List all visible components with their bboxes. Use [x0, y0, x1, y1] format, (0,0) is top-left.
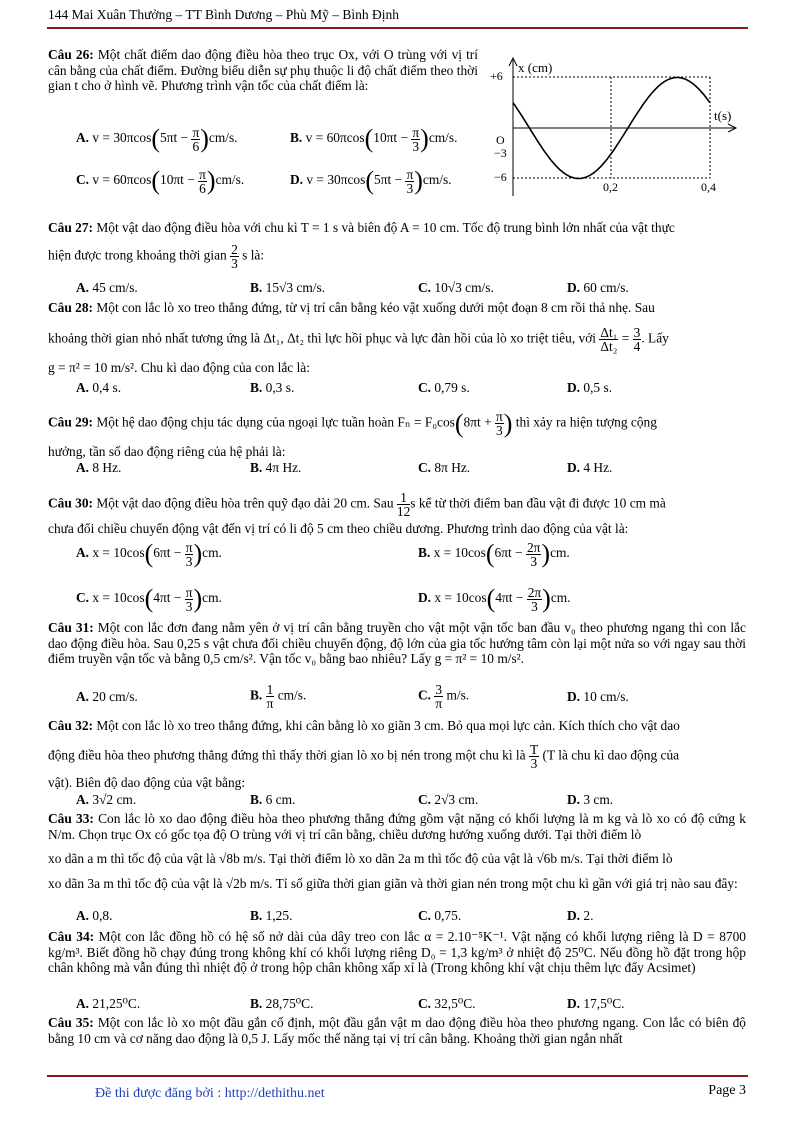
question-text: Một chất điểm dao động điều hòa theo trục Ox, với O trùng với vị trí cân bằng của chất điểm. Đường biểu diễn sự phụ thuộc li độ chất điểm theo thời gian t cho ở hình vẽ. Phương trình vận tốc của chất điểm là:: [48, 47, 478, 93]
answer-option[interactable]: A. 45 cm/s.: [76, 280, 138, 295]
question-29: Câu 29: Một hệ dao động chịu tác dụng của ngoại lực tuần hoàn Fₙ = F₀cos(8πt + $\frac{\pi}{3}$ ) thì xảy ra hiện tượng cộng: [48, 408, 657, 438]
answer-option[interactable]: B. 28,75⁰C.: [250, 996, 314, 1011]
answer-option[interactable]: B. v = 60πcos(10πt − $\frac{\pi}{3}$ )cm/s.: [290, 124, 458, 154]
page-header: 144 Mai Xuân Thưởng – TT Bình Dương – Phù Mỹ – Bình Định: [48, 7, 400, 22]
answer-option[interactable]: D. 0,5 s.: [567, 380, 613, 395]
answer-option[interactable]: C. 0,75.: [418, 908, 462, 923]
x-tick: 0,2: [603, 180, 618, 194]
answer-option[interactable]: C. v = 60πcos(10πt − $\frac{\pi}{6}$ )cm/s.: [76, 166, 245, 196]
answer-option[interactable]: C. 32,5⁰C.: [418, 996, 476, 1011]
answer-option[interactable]: C. $\frac{3}{\pi}$ m/s.: [418, 682, 470, 711]
answer-option[interactable]: C. 10√3 cm/s.: [418, 280, 494, 295]
question-28-line3: g = π² = 10 m/s². Chu kì dao động của con lắc là:: [48, 360, 310, 375]
answer-option[interactable]: C. 0,79 s.: [418, 380, 470, 395]
question-35: Câu 35: Một con lắc lò xo một đầu gắn cố định, một đầu gắn vật m dao động điều hòa theo phương ngang. Con lắc có biên độ bằng 10 cm và cơ năng dao động là 0,5 J. Lấy mốc thế năng tại vị trí cân bằng. Khoảng thời gian ngắn nhất: [48, 1015, 746, 1046]
answer-option[interactable]: D. 60 cm/s.: [567, 280, 629, 295]
answer-option[interactable]: B. 6 cm.: [250, 792, 296, 807]
question-33-line2: xo dãn a m thì tốc độ của vật là √8b m/s. Tại thời điểm lò xo dãn 2a m thì tốc độ của vật là √6b m/s. Tại thời điểm lò: [48, 851, 673, 866]
y-axis-label: x (cm): [518, 60, 553, 75]
answer-option[interactable]: B. 4π Hz.: [250, 460, 302, 475]
question-27: Câu 27: Một vật dao động điều hòa với chu kì T = 1 s và biên độ A = 10 cm. Tốc độ trung bình lớn nhất của vật thực: [48, 220, 675, 235]
question-29-line2: hưởng, tần số dao động riêng của hệ phải là:: [48, 444, 286, 459]
answer-option[interactable]: D. x = 10cos(4πt − $\frac{2\pi}{3}$ )cm.: [418, 584, 571, 614]
answer-option[interactable]: B. x = 10cos(6πt − $\frac{2\pi}{3}$ )cm.: [418, 539, 570, 569]
answer-option[interactable]: B. $\frac{1}{\pi}$ cm/s.: [250, 682, 307, 711]
answer-option[interactable]: D. 2.: [567, 908, 594, 923]
question-label: Câu 26:: [48, 47, 94, 62]
answer-option[interactable]: D. 17,5⁰C.: [567, 996, 625, 1011]
question-30-line2: chưa đổi chiều chuyển động vật đến vị trí có li độ 5 cm theo chiều dương. Phương trình dao động của vật là:: [48, 521, 629, 536]
question-32-line3: vật). Biên độ dao động của vật bằng:: [48, 775, 246, 790]
page-number: Page 3: [708, 1083, 746, 1098]
footer-rule: [47, 1075, 748, 1077]
answer-option[interactable]: A. v = 30πcos(5πt − $\frac{\pi}{6}$ )cm/s.: [76, 124, 238, 154]
answer-option[interactable]: B. 15√3 cm/s.: [250, 280, 326, 295]
answer-option[interactable]: A. 8 Hz.: [76, 460, 122, 475]
x-axis-label: t(s): [714, 108, 732, 123]
answer-option[interactable]: C. x = 10cos(4πt − $\frac{\pi}{3}$ )cm.: [76, 584, 222, 614]
question-33-line3: xo dãn 3a m thì tốc độ của vật là √2b m/s. Tỉ số giữa thời gian giãn và thời gian nén trong một chu kì gần với giá trị nào sau đây:: [48, 876, 738, 891]
answer-option[interactable]: A. 3√2 cm.: [76, 792, 137, 807]
answer-option[interactable]: A. x = 10cos(6πt − $\frac{\pi}{3}$ )cm.: [76, 539, 222, 569]
answer-option[interactable]: D. v = 30πcos(5πt − $\frac{\pi}{3}$ )cm/s.: [290, 166, 452, 196]
answer-option[interactable]: C. 8π Hz.: [418, 460, 471, 475]
question-28: Câu 28: Một con lắc lò xo treo thẳng đứng, từ vị trí cân bằng kéo vật xuống dưới một đoạn 8 cm rồi thả nhẹ. Sau: [48, 300, 655, 315]
answer-option[interactable]: D. 10 cm/s.: [567, 689, 629, 704]
question-26: [48, 47, 478, 94]
answer-option[interactable]: A. 21,25⁰C.: [76, 996, 141, 1011]
header-rule: [47, 27, 748, 29]
question-32-line2: động điều hòa theo phương thẳng đứng thì thấy thời gian lò xo bị nén trong một chu kì là $\frac{T}{3}$ (T là chu kì dao động của: [48, 742, 680, 771]
question-33: Câu 33: Con lắc lò xo dao động điều hòa theo phương thẳng đứng gồm vật nặng có khối lượng là m kg và lò xo có độ cứng k N/m. Chọn trục Ox có gốc tọa độ O trùng với vị trí cân bằng, chiều dương hướng xuống dưới. Tại thời điểm lò: [48, 811, 746, 842]
answer-option[interactable]: B. 0,3 s.: [250, 380, 295, 395]
answer-option[interactable]: A. 20 cm/s.: [76, 689, 138, 704]
question-31: Câu 31: Một con lắc đơn đang nằm yên ở vị trí cân bằng truyền cho vật một vận tốc ban đầu v₀ theo phương ngang thì con lắc dao động điều hòa. Sau 0,25 s vật chưa đổi chiều chuyển động, độ lớn của gia tốc hướng tâm còn lại một nửa so với ngay sau thời điểm truyền vận tốc và bằng 0,5 cm/s². Vận tốc v₀ bằng bao nhiêu? Lấy g = π² = 10 m/s².: [48, 620, 746, 666]
answer-option[interactable]: D. 4 Hz.: [567, 460, 613, 475]
answer-option[interactable]: A. 0,8.: [76, 908, 113, 923]
question-28-line2: khoảng thời gian nhỏ nhất tương ứng là Δt₁, Δt₂ thì lực hồi phục và lực đàn hồi của lò xo triệt tiêu, với $\frac{\text{Δt₁}}{\text{Δt₂}}$ = $\frac{3}{4}$ . Lấy: [48, 325, 669, 354]
answer-option[interactable]: C. 2√3 cm.: [418, 792, 479, 807]
question-30: Câu 30: Một vật dao động điều hòa trên quỹ đạo dài 20 cm. Sau $\frac{1}{12}$ s kể từ thời điểm ban đầu vật đi được 10 cm mà: [48, 490, 666, 519]
question-27-line2: hiện được trong khoảng thời gian $\frac{2}{3}$ s là:: [48, 242, 265, 271]
question-32: Câu 32: Một con lắc lò xo treo thẳng đứng, khi cân bằng lò xo giãn 3 cm. Bỏ qua mọi lực cản. Kích thích cho vật dao: [48, 718, 680, 733]
origin-label: O: [496, 133, 505, 147]
y-tick: −3: [494, 146, 507, 160]
y-tick: −6: [494, 170, 507, 184]
answer-option[interactable]: B. 1,25.: [250, 908, 293, 923]
answer-option[interactable]: D. 3 cm.: [567, 792, 614, 807]
footer-link[interactable]: Đề thi được đăng bởi : http://dethithu.net: [95, 1086, 325, 1101]
x-tick: 0,4: [701, 180, 716, 194]
displacement-graph: [488, 54, 738, 202]
question-34: Câu 34: Một con lắc đồng hồ có hệ số nở dài của dây treo con lắc α = 2.10⁻⁵K⁻¹. Vật nặng có khối lượng riêng là D = 8700 kg/m³. Biết đồng hồ chạy đúng trong không khí có khối lượng riêng D₀ = 1,3 kg/m³ ở nhiệt độ 25⁰C. Nếu đồng hồ đặt trong hộp chân không mà vẫn đúng thì nhiệt độ ở trong hộp chân không xấp xỉ là (Trong không khí vật chịu thêm lực đẩy Acsimet): [48, 929, 746, 975]
y-tick: +6: [490, 69, 503, 83]
answer-option[interactable]: A. 0,4 s.: [76, 380, 122, 395]
